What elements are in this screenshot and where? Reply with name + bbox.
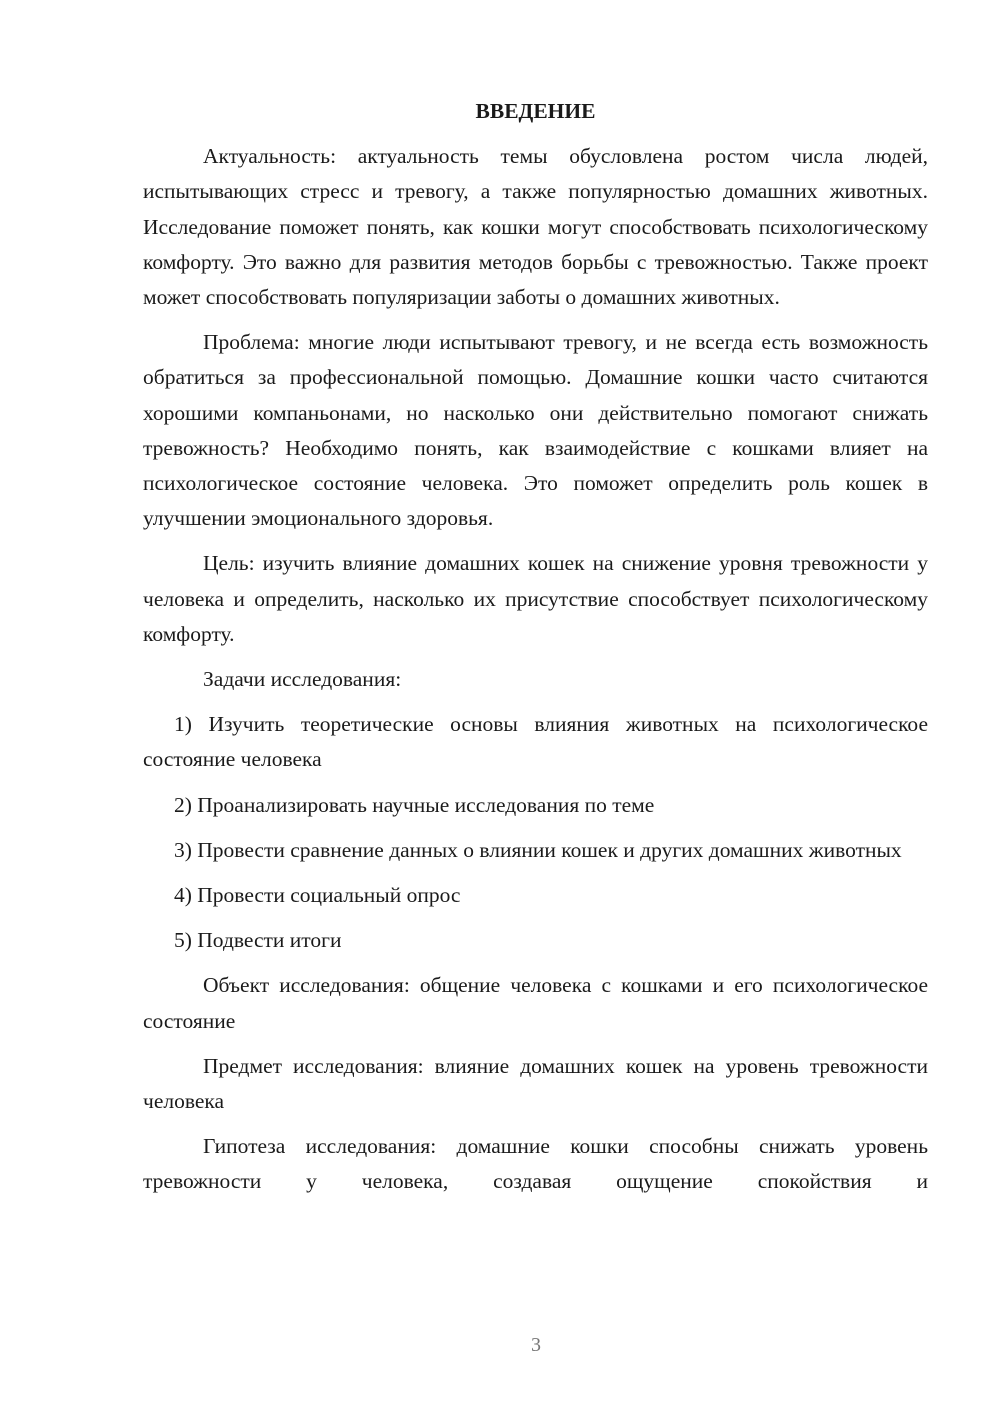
task-item: 1) Изучить теоретические основы влияния животных на психологическое состояние человека [143,712,928,772]
task-item: 5) Подвести итоги [174,928,342,953]
hypothesis-paragraph: Гипотеза исследования: домашние кошки способны снижать уровень тревожности у человека, создавая ощущение спокойствия и [143,1134,928,1194]
page-number: 3 [531,1334,541,1356]
goal-paragraph: Цель: изучить влияние домашних кошек на снижение уровня тревожности у человека и определить, насколько их присутствие способствует психологическому комфорту. [143,551,928,646]
page-title: ВВЕДЕНИЕ [475,99,596,123]
problem-paragraph: Проблема: многие люди испытывают тревогу, и не всегда есть возможность обратиться за профессиональной помощью. Домашние кошки часто считаются хорошими компаньонами, но насколько они действительно помогают снижать тревожность? Необходимо понять, как взаимодействие с кошками влияет на психологическое состояние человека. Это поможет определить роль кошек в улучшении эмоционального здоровья. [143,330,928,531]
document-page [143,94,928,1210]
object-paragraph: Объект исследования: общение человека с кошками и его психологическое состояние [143,973,928,1033]
tasks-heading: Задачи исследования: [203,667,402,692]
relevance-paragraph: Актуальность: актуальность темы обусловлена ростом числа людей, испытывающих стресс и тревогу, а также популярностью домашних животных. Исследование поможет понять, как кошки могут способствовать психологическому комфорту. Это важно для развития методов борьбы с тревожностью. Также проект может способствовать популяризации заботы о домашних животных. [143,144,928,310]
task-item: 3) Провести сравнение данных о влиянии кошек и других домашних животных [174,837,902,862]
tasks-list [143,707,928,958]
task-item: 2) Проанализировать научные исследования по теме [174,792,655,817]
task-item: 4) Провести социальный опрос [174,883,461,908]
subject-paragraph: Предмет исследования: влияние домашних кошек на уровень тревожности человека [143,1053,928,1114]
